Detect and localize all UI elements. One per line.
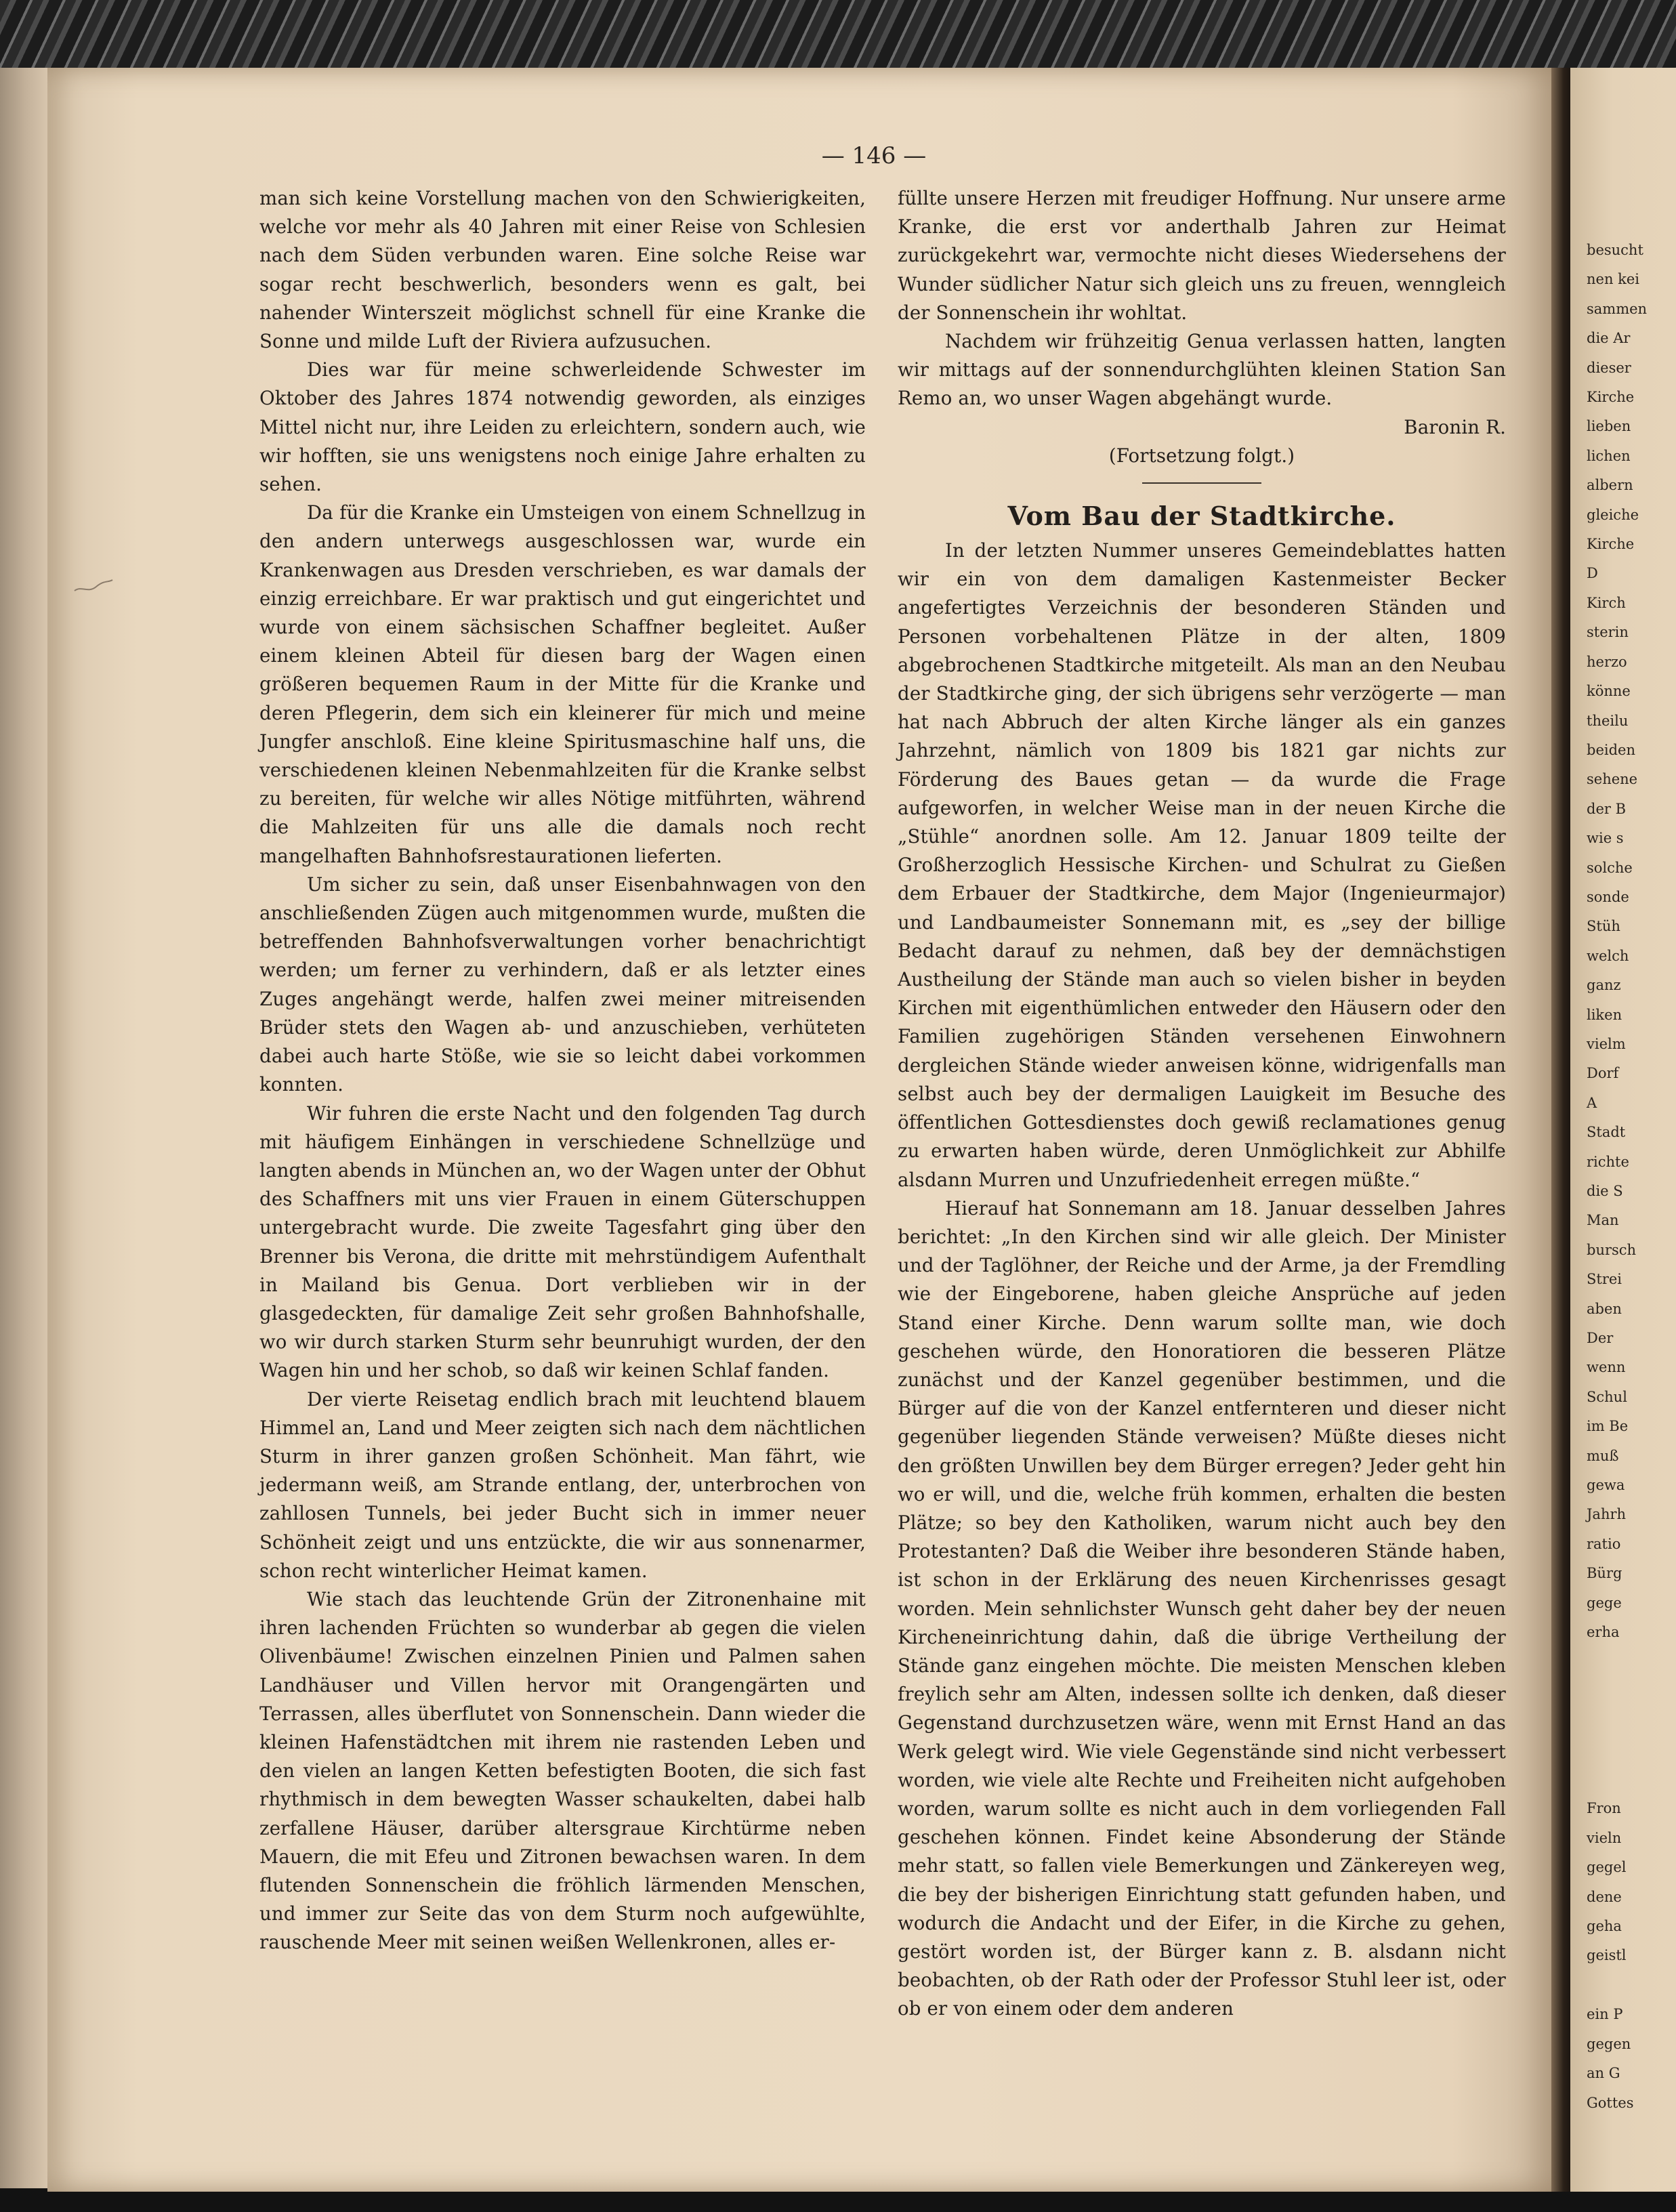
paragraph: Wie stach das leuchtende Grün der Zitronenhaine mit ihren lachenden Früchten so wunderbar ab gegen die vielen Olivenbäume! Zwischen einzelnen Pinien und Palmen sahen Landhäuser und Villen hervor mit Orangengärten und Terrassen, alles überflutet von Sonnenschein. Dann wieder die kleinen Hafenstädtchen mit ihrem nie rastenden Leben und den vielen an langen Ketten befestigten Booten, die sich fast rhythmisch in dem bewegten Wasser schaukelten, dabei halb zerfallene Häuser, darüber altersgraue Kirchtürme neben Mauern, die mit Efeu und Zitronen bewachsen waren. In dem flutenden Sonnenschein die fröhlich lärmenden Menschen, und immer zur Seite das von dem Sturm noch aufgewühlte, rauschende Meer mit seinen weißen Wellenkronen, alles er-: [259, 1587, 866, 1954]
facing-page-line: nen kei: [1587, 271, 1640, 288]
facing-page-edge: [1570, 68, 1676, 2192]
article-headline: Vom Bau der Stadtkirche.: [1007, 501, 1396, 532]
facing-page-line: ratio: [1587, 1535, 1621, 1552]
paragraph: Der vierte Reisetag endlich brach mit leuchtend blauem Himmel an, Land und Meer zeigten sich nach dem nächtlichen Sturm in ihrer ganzen großen Schönheit. Man fährt, wie jedermann weiß, am Strande entlang, der, unterbrochen von zahllosen Tunnels, bei jeder Bucht sich in immer neuer Schönheit zeigt und uns entzückte, die wir aus sonnenarmer, schon recht winterlicher Heimat kamen.: [259, 1387, 866, 1582]
facing-page-line: herzo: [1587, 653, 1627, 670]
facing-page-line: sonde: [1587, 888, 1629, 905]
pencil-mark-icon: [73, 576, 114, 596]
paragraph: Um sicher zu sein, daß unser Eisenbahnwagen von den anschließenden Zügen auch mitgenommen wurde, mußten die betreffenden Bahnhofsverwaltungen vorher benachrichtigt werden; um ferner zu verhindern, daß er als letzter eines Zuges angehängt werde, halfen zwei meiner mitreisenden Brüder stets den Wagen ab- und anzuschieben, verhüteten dabei auch harte Stöße, wie sie so leicht dabei vorkommen konnten.: [259, 873, 866, 1096]
facing-page-line: wenn: [1587, 1359, 1626, 1376]
facing-page-line: lieben: [1587, 418, 1631, 435]
facing-page-line: vielm: [1587, 1035, 1626, 1052]
facing-page-line: Stadt: [1587, 1124, 1626, 1141]
paragraph: Wir fuhren die erste Nacht und den folgenden Tag durch mit häufigem Einhängen in verschiedene Schnellzüge und langten abends in München an, wo der Wagen unter der Obhut des Schaffners mit uns vier Frauen in einem Güterschuppen untergebracht wurde. Die zweite Tagesfahrt ging über den Brenner bis Verona, die dritte mit mehrstündigem Aufenthalt in Mailand bis Genua. Dort verblieben wir in der glasgedeckten, für damalige Zeit sehr großen Bahnhofshalle, wo wir durch starken Sturm sehr beunruhigt wurden, der den Wagen hin und her schob, so daß wir keinen Schlaf fanden.: [259, 1102, 866, 1382]
left-column: [259, 184, 866, 1957]
paragraph: man sich keine Vorstellung machen von den Schwierigkeiten, welche vor mehr als 40 Jahren mit einer Reise von Schlesien nach dem Süden verbunden waren. Eine solche Reise war sogar recht beschwerlich, besonders wenn es galt, bei nahender Winterszeit möglichst schnell für eine Kranke die Sonne und milde Luft der Riviera aufzusuchen.: [259, 187, 866, 353]
facing-page-line: liken: [1587, 1006, 1622, 1023]
facing-page-line: D: [1587, 565, 1598, 582]
facing-page-line: dieser: [1587, 359, 1631, 376]
paragraph: Hierauf hat Sonnemann am 18. Januar desselben Jahres berichtet: „In den Kirchen sind wir alle gleich. Der Minister und der Taglöhner, der Reiche und der Arme, ja der Fremdling wie der Eingeborene, haben gleiche Ansprüche auf jeden Stand einer Kirche. Denn warum sollte man, wie doch geschehen würde, den Honoratioren die besseren Plätze zunächst und der Kanzel gegenüber bestimmen, und die Bürger auf die von der Kanzel entfernteren und dieser nicht gegenüber liegenden Stände verweisen? Müßte dieses nicht den größten Unwillen bey dem Bürger erregen? Jeder geht hin wo er will, und die, welche früh kommen, erhalten die besten Plätze; so bey den Katholiken, warum nicht auch bey den Protestanten? Daß die Weiber ihre besonderen Stände haben, ist schon in der Erklärung des neuen Kirchenrisses gesagt worden. Mein sehnlichster Wunsch geht daher bey der neuen Kircheneinrichtung dahin, daß die übrige Vertheilung der Stände ganz eingehen möchte. Die meisten Menschen kleben freylich sehr am Alten, indessen sollte ich denken, daß dieser Gegenstand durchzusetzen wäre, wenn mit Ernst Hand an das Werk gelegt wird. Wie viele Gegenstände sind nicht verbessert worden, wie viele alte Rechte und Freiheiten nicht aufgehoben worden, warum sollte es nicht auch in dem vorliegenden Fall geschehen können. Findet keine Absonderung der Stände mehr statt, so fallen viele Bemerkungen und Zänkereyen weg, die bey der bisherigen Einrichtung statt gefunden haben, und wodurch die Andacht und der Eifer, in die Kirche zu gehen, gestört worden ist, der Bürger kann z. B. alsdann nicht beobachten, ob der Rath oder der Professor Stuhl leer ist, oder ob er von einem oder dem anderen: [898, 1196, 1506, 2020]
facing-page-line: Dorf: [1587, 1065, 1619, 1082]
facing-page-line: Kirche: [1587, 389, 1635, 406]
facing-page-line: [1587, 1736, 1647, 1765]
paragraph: Nachdem wir frühzeitig Genua verlassen hatten, langten wir mittags auf der sonnendurchglühten kleinen Station San Remo an, wo unser Wagen abgehängt wurde.: [898, 330, 1506, 410]
facing-page-line: aben: [1587, 1300, 1622, 1317]
facing-page-line: gewa: [1587, 1477, 1625, 1494]
facing-page-line: sammen: [1587, 300, 1648, 317]
facing-page-line: Jahrh: [1587, 1506, 1627, 1523]
facing-page-line: [1587, 1971, 1647, 2000]
paragraph: füllte unsere Herzen mit freudiger Hoffnung. Nur unsere arme Kranke, die erst vor anderthalb Jahren zur Heimat zurückgekehrt war, vermochte nicht dieses Wiedersehens der Wunder südlicher Natur sich gleich uns zu freuen, wenngleich der Sonnenschein ihr wohltat.: [898, 187, 1506, 324]
facing-page-line: erha: [1587, 1624, 1620, 1641]
facing-page-line: wie s: [1587, 830, 1624, 847]
page-number: — 146 —: [821, 142, 927, 169]
paragraph: Dies war für meine schwerleidende Schwester im Oktober des Jahres 1874 notwendig geworden, als einziges Mittel nicht nur, ihre Leiden zu erleichtern, sondern auch, wie wir hofften, sie uns wenigstens noch einige Jahre erhalten zu sehen.: [259, 358, 866, 496]
facing-page-line: [1587, 1677, 1647, 1706]
facing-page-line: gege: [1587, 1594, 1622, 1611]
facing-page-line: [1587, 1765, 1647, 1794]
facing-page-line: Gottes: [1587, 2094, 1634, 2111]
facing-page-line: ganz: [1587, 977, 1621, 994]
continuation-note: (Fortsetzung folgt.): [1108, 444, 1295, 467]
facing-page-line: vieln: [1587, 1829, 1622, 1846]
facing-page-line: dene: [1587, 1888, 1622, 1905]
section-divider: [1142, 482, 1261, 484]
facing-page-line: im Be: [1587, 1418, 1629, 1435]
facing-page-line: ein P: [1587, 2006, 1623, 2023]
facing-page-line: muß: [1587, 1447, 1619, 1464]
facing-page-line: albern: [1587, 477, 1633, 494]
book-gutter: [1551, 68, 1572, 2192]
facing-page-line: welch: [1587, 947, 1629, 964]
facing-page-line: besucht: [1587, 242, 1643, 258]
facing-page-line: der B: [1587, 800, 1627, 817]
facing-page-line: Kirche: [1587, 536, 1635, 553]
facing-page-line: Schul: [1587, 1388, 1627, 1405]
facing-page-line: gleiche: [1587, 506, 1639, 523]
facing-page-line: an G: [1587, 2065, 1620, 2082]
paragraph: Da für die Kranke ein Umsteigen von einem Schnellzug in den andern unterwegs ausgeschlossen war, wurde ein Krankenwagen aus Dresden verschrieben, es war damals der einzig erreichbare. Er war praktisch und gut eingerichtet und wurde von einem sächsischen Schaffner begleitet. Außer einem kleinen Abteil für diesen barg der Wagen einen größeren bequemen Raum in der Mitte für die Kranke und deren Pflegerin, dem sich ein kleinerer für mich und meine Jungfer anschloß. Eine kleine Spiritusmaschine half uns, die verschiedenen kleinen Nebenmahlzeiten für die Kranke selbst zu bereiten, für welche wir alles Nötige mitführten, während die Mahlzeiten für uns alle die damals noch recht mangelhaften Bahnhofsrestaurationen lieferten.: [259, 501, 866, 867]
facing-page-line: theilu: [1587, 712, 1629, 729]
facing-page-line: Kirch: [1587, 594, 1626, 611]
facing-page-line: gegel: [1587, 1859, 1627, 1876]
author-signature: Baronin R.: [1404, 415, 1506, 438]
facing-page-line: die Ar: [1587, 330, 1631, 347]
facing-page-line: sterin: [1587, 624, 1629, 641]
facing-page-line: Fron: [1587, 1800, 1621, 1817]
facing-page-line: solche: [1587, 859, 1633, 876]
facing-page-line: lichen: [1587, 447, 1631, 464]
right-column: [898, 184, 1506, 2024]
facing-page-line: A: [1587, 1094, 1597, 1111]
facing-page-fragments: [1587, 236, 1647, 2118]
facing-page-line: beiden: [1587, 741, 1635, 758]
facing-page-line: sehene: [1587, 771, 1638, 788]
paragraph: In der letzten Nummer unseres Gemeindeblattes hatten wir ein von dem damaligen Kastenmeister Becker angefertigtes Verzeichnis der besonderen Ständen und Personen vorbehaltenen Plätze in der alten, 1809 abgebrochenen Stadtkirche mitgeteilt. Als man an den Neubau der Stadtkirche ging, der sich übrigens sehr verzögerte — man hat nach Abbruch der alten Kirche länger als ein ganzes Jahrzehnt, nämlich von 1809 bis 1821 gar nichts zur Förderung des Baues getan — da wurde die Frage aufgeworfen, in welcher Weise man in der neuen Kirche die „Stühle“ anordnen solle. Am 12. Januar 1809 teilte der Großherzoglich Hessische Kirchen- und Schulrat zu Gießen dem Erbauer der Stadtkirche, dem Major (Ingenieurmajor) und Landbaumeister Sonnemann mit, es „sey der billige Bedacht darauf zu nehmen, daß bey der demnächstigen Austheilung der Stände man auch so vielen bisher in beyden Kirchen mit eigenthümlichen entweder den Häusern oder den Familien zugehörigen Ständen versehenen Einwohnern dergleichen Stände wieder anweisen könne, widrigenfalls man selbst auch bey der dermaligen Lauigkeit im Besuche des öffentlichen Gottesdienstes doch gewiß reclamationes genug zu erwarten haben würde, deren Unmöglichkeit zur Abhilfe alsdann Murren und Unzufriedenheit erregen müßte.“: [898, 539, 1506, 1191]
facing-page-line: Strei: [1587, 1271, 1622, 1288]
facing-page-line: gegen: [1587, 2035, 1631, 2052]
facing-page-line: [1587, 1648, 1647, 1677]
facing-page-line: die S: [1587, 1183, 1623, 1199]
facing-page-line: könne: [1587, 683, 1631, 700]
facing-page-line: geistl: [1587, 1947, 1627, 1964]
facing-page-line: richte: [1587, 1153, 1629, 1170]
facing-page-line: Man: [1587, 1212, 1619, 1229]
facing-page-line: Stüh: [1587, 918, 1620, 935]
facing-page-line: geha: [1587, 1918, 1622, 1935]
facing-page-line: Der: [1587, 1330, 1614, 1347]
facing-page-line: [1587, 1706, 1647, 1735]
facing-page-line: bursch: [1587, 1241, 1637, 1258]
facing-page-line: Bürg: [1587, 1565, 1622, 1582]
